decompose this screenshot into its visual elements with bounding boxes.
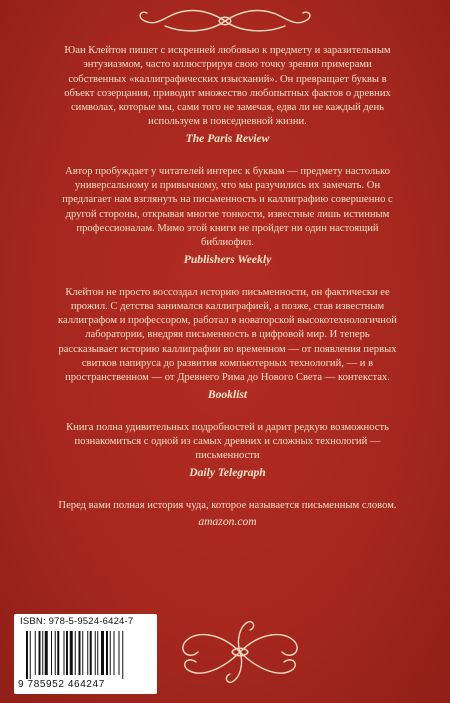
review-source: Publishers Weekly <box>183 252 272 266</box>
barcode-bar <box>119 631 120 675</box>
barcode-bar <box>30 631 31 679</box>
barcode-bar <box>114 631 115 675</box>
barcode-bar <box>97 631 98 675</box>
isbn-barcode-label <box>14 614 157 694</box>
barcode-bar <box>95 631 96 675</box>
review-source: amazon.com <box>198 514 257 528</box>
review-text: Перед вами полная история чуда, которое называется письменным словом. <box>58 499 397 511</box>
review-source: Booklist <box>207 387 248 401</box>
top-flourish-ornament <box>0 6 450 36</box>
barcode-bar <box>42 631 43 675</box>
barcode-bar <box>51 631 52 675</box>
review-block <box>55 421 400 480</box>
reviews-section <box>55 44 400 529</box>
review-text: Юан Клейтон пишет с искренней любовью к предмету и заразительным энтузиазмом, часто иллюстрируя свою точку зрения примерами собственных «каллиграфических изысканий». Он превращает буквы в объект созерцания, приводит множество любопытных фактов о древних символах, которые мы, сами того не замечая, едва ли не каждый день используем в повседневной жизни. <box>64 45 391 128</box>
review-block <box>55 165 400 267</box>
barcode-bar <box>87 631 88 675</box>
barcode-bar <box>82 631 83 675</box>
isbn-text: ISBN: 978-5-9524-6424-7 <box>20 616 134 627</box>
barcode-bar <box>45 631 48 675</box>
barcode-bar <box>66 631 68 675</box>
barcode-bar <box>75 631 76 675</box>
barcode-bar <box>106 631 108 675</box>
review-source: Daily Telegraph <box>189 465 266 479</box>
review-text: Клейтон не просто воссоздал историю письменности, он фактически ее прожил. С детства занимался каллиграфией, а позже, став известным каллиграфом и профессором, работал в новаторской высокотехнологичной лаборатории, внедряя письменность в цифровой мир. И теперь рассказывает историю каллиграфии во временном — от появления первых свитков папируса до развития компьютерных технологий, — и в пространственном — от Древнего Рима до Нового Света — контекстах. <box>58 286 397 384</box>
barcode-bar <box>64 631 65 675</box>
barcode-bar <box>35 631 36 675</box>
barcode-bar <box>90 631 92 675</box>
review-source: The Paris Review <box>185 131 270 145</box>
barcode-bar <box>55 631 56 675</box>
review-block <box>55 499 400 529</box>
barcode-bar <box>79 631 81 675</box>
flourish-icon <box>170 612 310 692</box>
review-block <box>55 286 400 402</box>
barcode-bar <box>122 631 123 679</box>
barcode-digits: 9 785952 464247 <box>18 679 105 690</box>
barcode-bar <box>101 631 104 675</box>
review-text: Книга полна удивительных подробностей и дарит редкую возможность познакомиться с одной из самых древних и сложных технологий — письменности <box>66 421 389 462</box>
barcode-icon <box>26 631 150 679</box>
barcode-bar <box>26 631 28 679</box>
barcode-bar <box>110 631 111 675</box>
review-text: Автор пробуждает у читателей интерес к буквам — предмету настолько универсальному и привычному, что мы разучились их замечать. Он предлагает нам взглянуть на письменность и каллиграфию совершенно с другой стороны, открывая многие тонкости, известные лишь истинным профессионалам. Мимо этой книги не пройдет ни один настоящий библиофил. <box>62 165 393 249</box>
barcode-bar <box>39 631 41 675</box>
review-block <box>55 44 400 146</box>
barcode-bar <box>57 631 59 675</box>
flourish-icon <box>125 6 325 36</box>
barcode-bar <box>70 631 73 675</box>
